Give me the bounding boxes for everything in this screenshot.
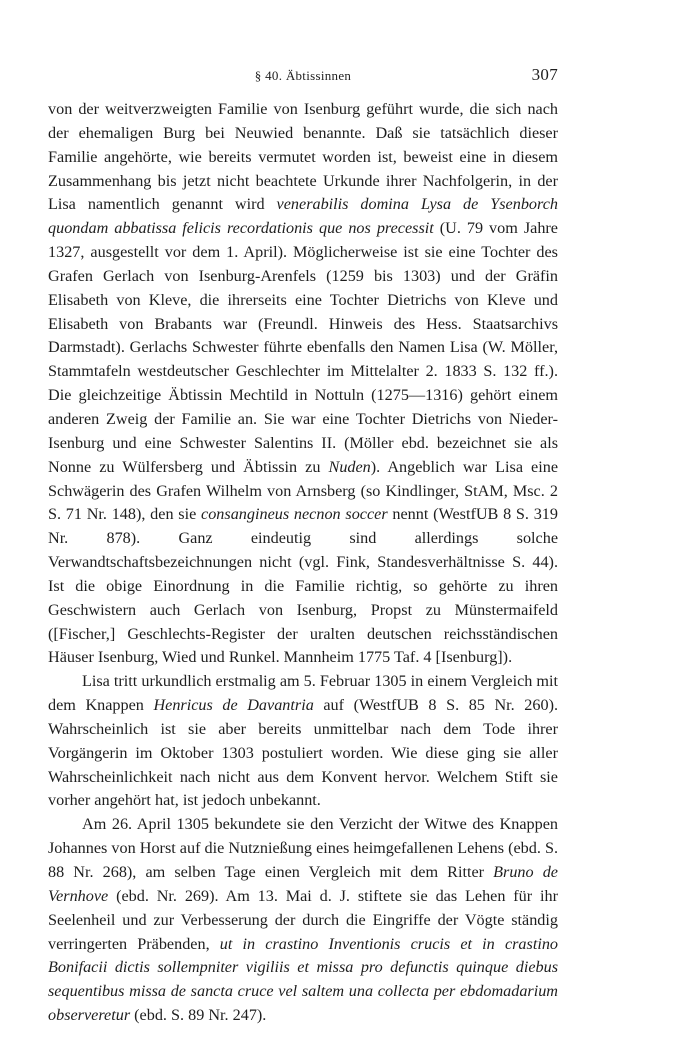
paragraph [48, 813, 558, 1028]
paragraph-text: nennt (WestfUB 8 S. 319 Nr. 878). Ganz eindeutig sind allerdings solche Verwandtschaftsbezeichnungen nicht (vgl. Fink, Standesverhältnisse S. 44). Ist die obige Einordnung in die Familie richtig, so gehörte zu ihren Geschwistern auch Gerlach von Isenburg, Propst zu Münstermaifeld ([Fischer,] Geschlechts-Register der uralten deutschen reichsständischen Häuser Isenburg, Wied und Runkel. Mannheim 1775 Taf. 4 [Isenburg]). [48, 505, 558, 667]
paragraph [48, 670, 558, 813]
book-page [48, 64, 558, 1028]
latin-quote: Henricus de Davantria [153, 696, 314, 715]
latin-quote: Nuden [328, 457, 371, 476]
paragraph-text: Lisa tritt urkundlich erstmalig am 5. Februar 1305 in einem Vergleich mit dem Knappen [48, 672, 558, 715]
paragraph-text: auf (WestfUB 8 S. 85 Nr. 260). Wahrscheinlich ist sie aber bereits unmittelbar nach dem Tode ihrer Vorgängerin im Oktober 1303 postuliert worden. Wie diese ging sie aller Wahrscheinlichkeit nach nicht aus dem Konvent hervor. Welchem Stift sie vorher angehört hat, ist jedoch unbekannt. [48, 696, 559, 810]
latin-quote: Bruno de Vernhove [48, 863, 558, 905]
paragraph [48, 98, 558, 670]
page-number: 307 [531, 65, 558, 84]
paragraph-text: (ebd. Nr. 269). Am 13. Mai d. J. stiftete sie das Lehen für ihr Seelenheil und zur Verbesserung der durch die Eingriffe der Vögte ständig verringerten Präbenden, [48, 886, 558, 953]
paragraph-text: ). Angeblich war Lisa eine Schwägerin des Grafen Wilhelm von Arnsberg (so Kindlinger, StAM, Msc. 2 S. 71 Nr. 148), den sie [48, 457, 559, 524]
running-head [48, 64, 558, 88]
latin-quote: ut in crastino Inventionis crucis et in crastino Bonifacii dictis sollempniter vigiliis et missa pro defunctis quinque diebus sequentibus missa de sancta cruce vel saltem una collecta per ebdomadarium observeretur [48, 934, 559, 1025]
latin-quote: venerabilis domina Lysa de Ysenborch quondam abbatissa felicis recordationis que nos precessit [48, 195, 558, 238]
section-title: § 40. Äbtissinnen [254, 68, 352, 83]
paragraph-text: von der weitverzweigten Familie von Isenburg geführt wurde, die sich nach der ehemaligen Burg bei Neuwied benannte. Daß sie tatsächlich dieser Familie angehörte, wie bereits vermutet worden ist, beweist eine in diesem Zusammenhang bis jetzt nicht beachtete Urkunde ihrer Nachfolgerin, in der Lisa namentlich genannt wird [48, 100, 558, 214]
paragraph-text: (U. 79 vom Jahre 1327, ausgestellt vor dem 1. April). Möglicherweise ist sie eine Tochter des Grafen Gerlach von Isenburg-Arenfels (1259 bis 1303) und der Gräfin Elisabeth von Kleve, die ihrerseits eine Tochter Dietrichs von Kleve und Elisabeth von Brabants war (Freundl. Hinweis des Hess. Staatsarchivs Darmstadt). Gerlachs Schwester führte ebenfalls den Namen Lisa (W. Möller, Stammtafeln westdeutscher Geschlechter im Mittelalter 2. 1833 S. 132 ff.). Die gleichzeitige Äbtissin Mechtild in Nottuln (1275—1316) gehört einem anderen Zweig der Familie an. Sie war eine Tochter Dietrichs von Nieder-Isenburg und eine Schwester Salentins II. (Möller ebd. bezeichnet sie als Nonne zu Wülfersberg und Äbtissin zu [48, 219, 558, 476]
paragraph-text: Am 26. April 1305 bekundete sie den Verzicht der Witwe des Knappen Johannes von Horst auf die Nutznießung eines heimgefallenen Lehens (ebd. S. 88 Nr. 268), am selben Tage einen Vergleich mit dem Ritter [48, 815, 558, 881]
paragraph-text: (ebd. S. 89 Nr. 247). [130, 1006, 267, 1025]
latin-quote: consangineus necnon soccer [201, 505, 388, 524]
body-text [48, 98, 558, 1028]
